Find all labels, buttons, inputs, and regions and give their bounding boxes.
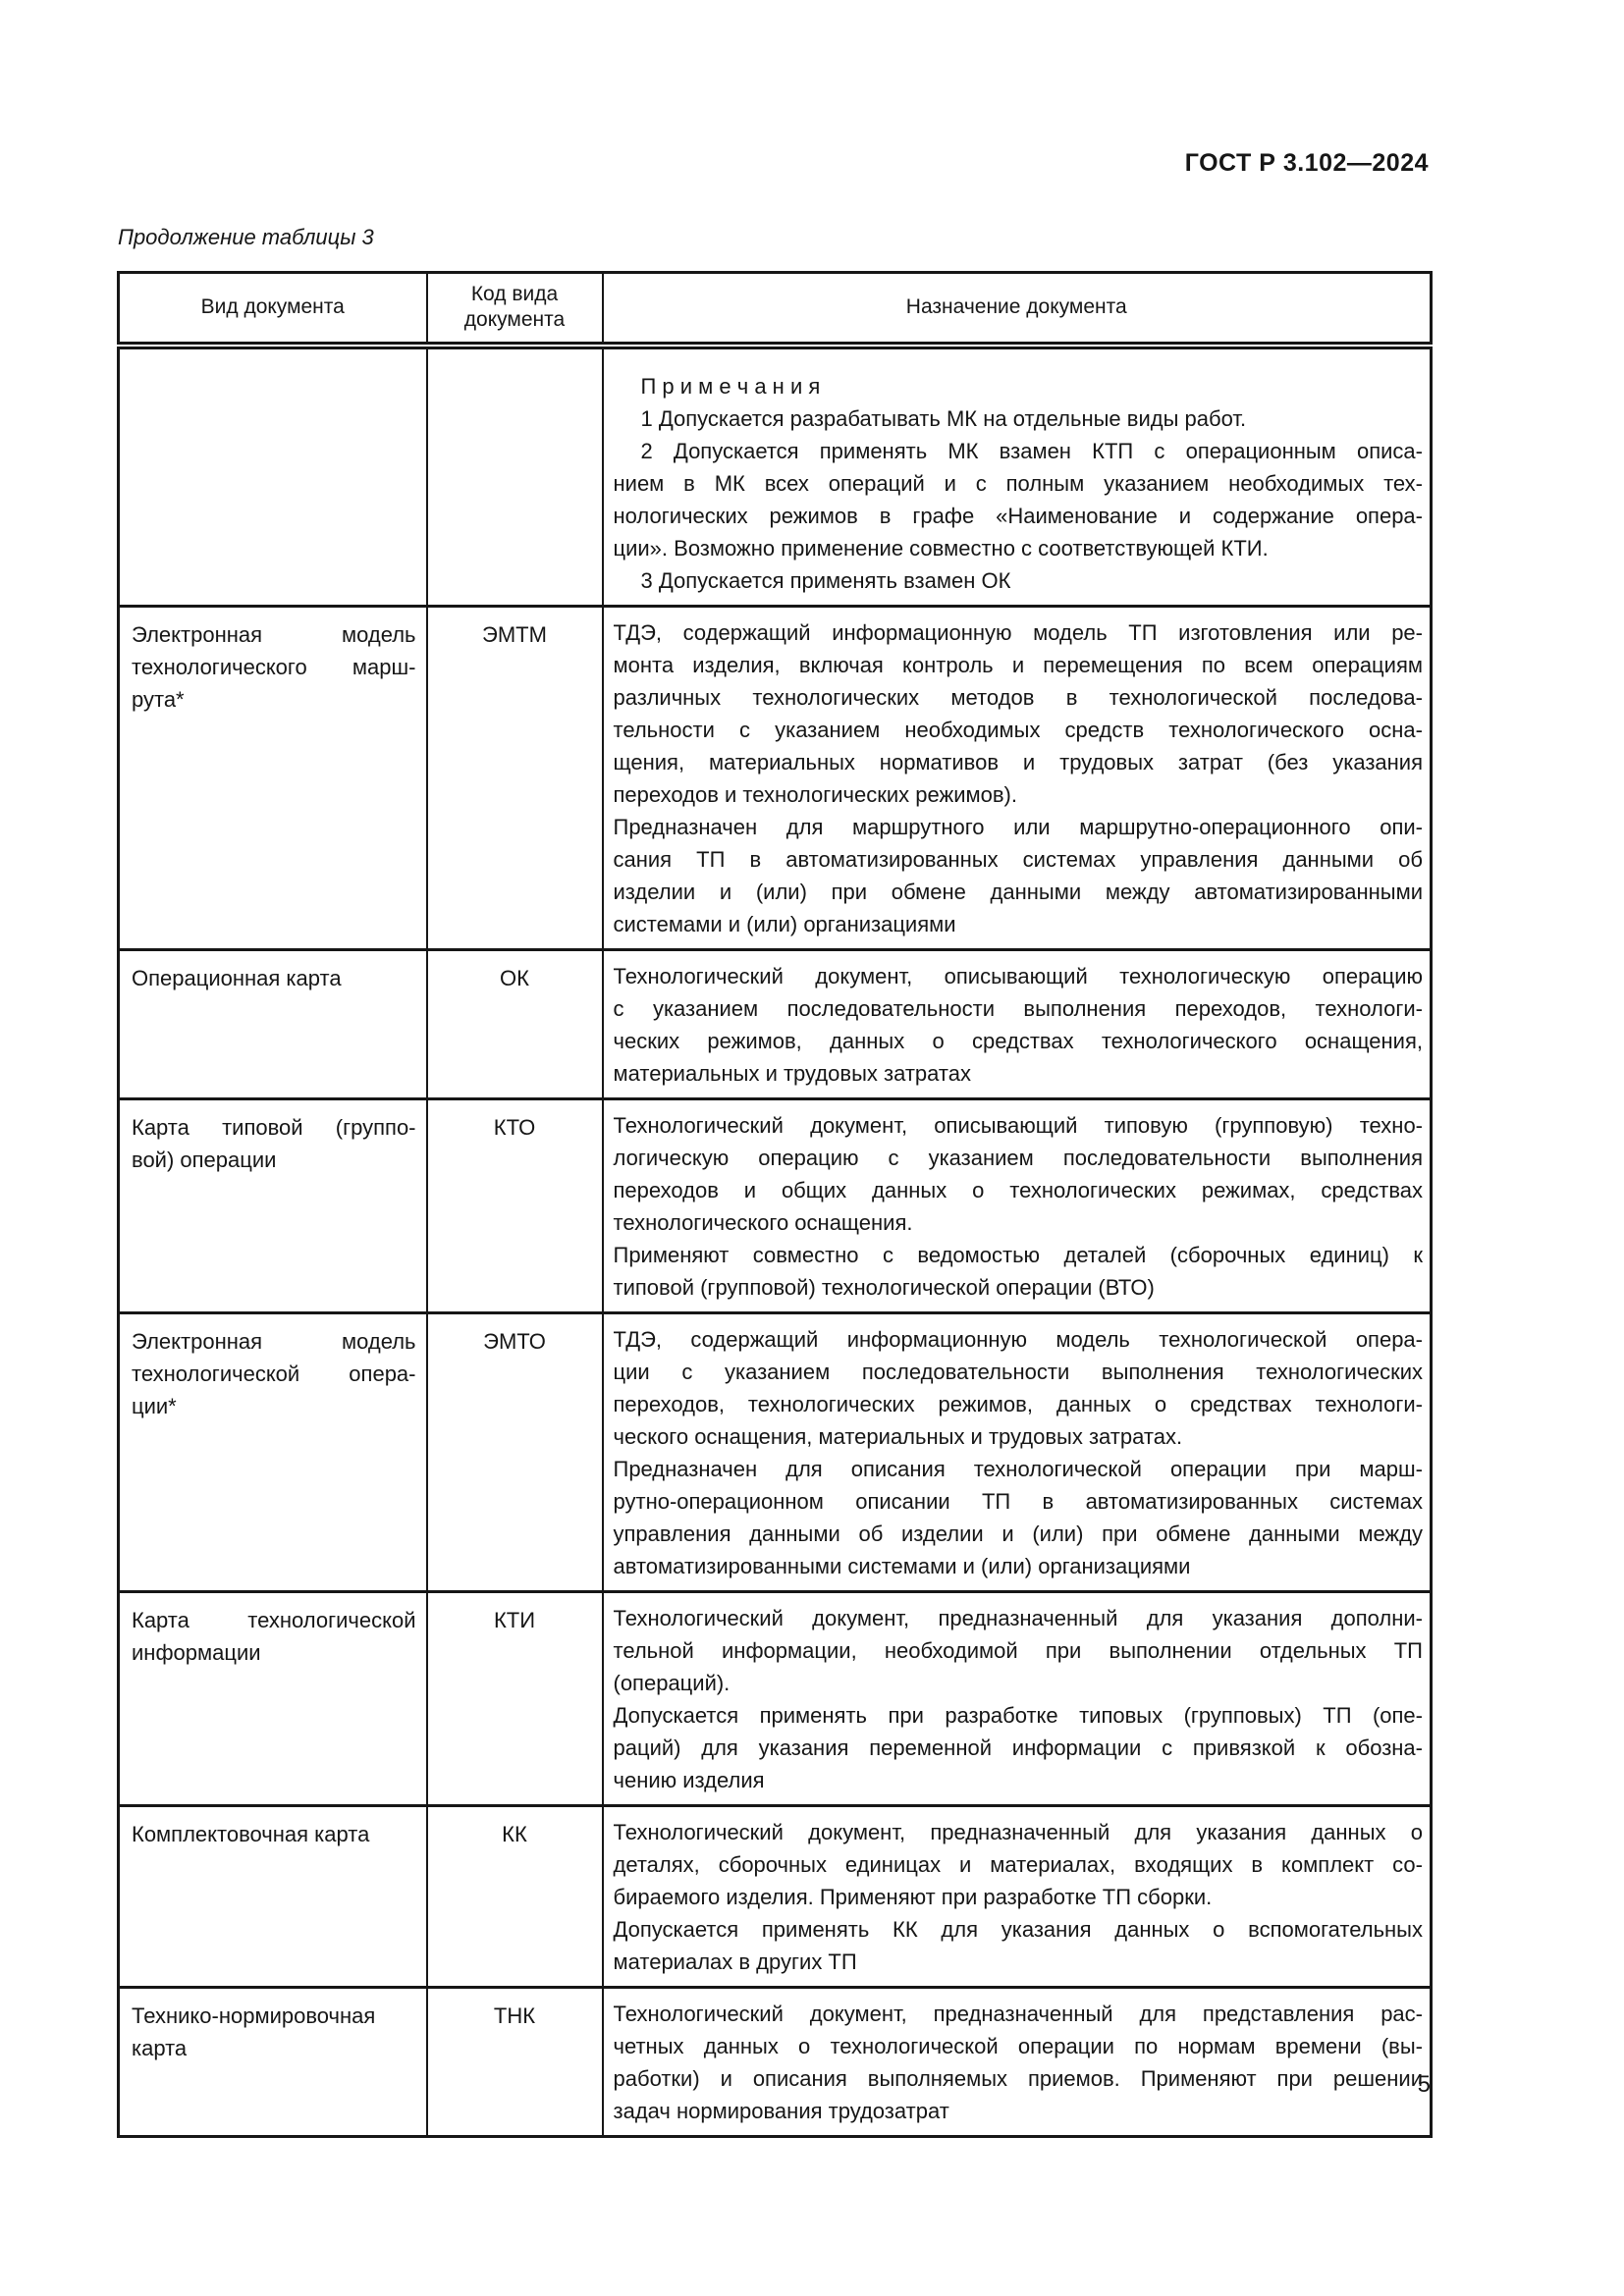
documents-table (117, 271, 1433, 2138)
doc-kind-cell (119, 346, 427, 607)
purpose-paragraph (614, 811, 1424, 940)
doc-code-cell: ЭМТО (427, 1312, 603, 1591)
text-line: нием в МК всех операций и с полным указанием необходимых тех- (613, 470, 1423, 496)
col-header-doc-code: Код вида документа (427, 273, 603, 346)
text-line: щения, материальных нормативов и трудовых затрат (без указания (613, 749, 1423, 774)
purpose-paragraph (614, 1109, 1424, 1239)
purpose-paragraph (614, 616, 1424, 811)
text-line: Технологический документ, предназначенный для указания дополни- (613, 1605, 1423, 1630)
text-line: типовой (групповой) технологической операции (ВТО) (613, 1274, 1155, 1300)
purpose-paragraph (614, 564, 1424, 597)
text-line: 3 Допускается применять взамен ОК (640, 567, 1011, 593)
table-row (119, 1591, 1432, 1805)
text-line: ции* (132, 1393, 177, 1418)
table-row (119, 1312, 1432, 1591)
text-line: 1 Допускается разрабатывать МК на отдельные виды работ. (640, 405, 1247, 431)
purpose-paragraph (614, 1699, 1424, 1796)
text-line: управления данными об изделии и (или) при обмене данными между (613, 1521, 1423, 1546)
table-header-row (119, 273, 1432, 346)
doc-kind-cell (119, 1312, 427, 1591)
text-line: Допускается применять КК для указания данных о вспомогательных (613, 1916, 1423, 1942)
text-line: рута* (132, 686, 185, 712)
text-line: технологического марш- (132, 654, 416, 679)
text-line: Комплектовочная карта (132, 1821, 370, 1846)
text-line: логическую операцию с указанием последовательности выполнения (613, 1145, 1423, 1170)
text-line: Электронная модель (132, 621, 416, 647)
text-line: раций) для указания переменной информации с привязкой к обозна- (613, 1735, 1423, 1760)
text-line: системами и (или) организациями (613, 911, 956, 936)
text-line: четных данных о технологической операции по нормам времени (вы- (613, 2033, 1423, 2058)
doc-purpose-cell (603, 346, 1432, 607)
text-line: Технологический документ, предназначенный для указания данных о (613, 1819, 1423, 1844)
doc-code-cell: КТИ (427, 1591, 603, 1805)
purpose-paragraph (614, 1453, 1424, 1582)
text-line: материалах в других ТП (613, 1949, 857, 1974)
doc-kind-cell (119, 949, 427, 1098)
text-line: чению изделия (613, 1767, 765, 1792)
text-line: различных технологических методов в технологической последова- (613, 684, 1423, 710)
doc-kind-cell (119, 1591, 427, 1805)
text-line: деталях, сборочных единицах и материалах, входящих в комплект со- (613, 1851, 1423, 1877)
doc-kind-cell (119, 1098, 427, 1312)
col-header-doc-purpose: Назначение документа (603, 273, 1432, 346)
doc-purpose-cell (603, 1312, 1432, 1591)
purpose-paragraph (614, 402, 1424, 435)
text-line: Технологический документ, предназначенный для представления рас- (613, 2001, 1423, 2026)
text-line: переходов, технологических режимов, данных о средствах технологи- (613, 1391, 1423, 1416)
table-row (119, 606, 1432, 949)
doc-code-cell: ЭМТМ (427, 606, 603, 949)
purpose-paragraph (614, 1913, 1424, 1978)
text-line: Предназначен для описания технологической операции при марш- (613, 1456, 1423, 1481)
text-line: ческого оснащения, материальных и трудовых затратах. (613, 1423, 1183, 1449)
text-line: тельной информации, необходимой при выполнении отдельных ТП (613, 1637, 1423, 1663)
text-line: бираемого изделия. Применяют при разработке ТП сборки. (613, 1884, 1213, 1909)
purpose-paragraph (614, 1998, 1424, 2127)
doc-kind-cell (119, 1805, 427, 1987)
purpose-paragraph (614, 370, 1424, 402)
doc-kind-cell (119, 606, 427, 949)
doc-purpose-cell (603, 1987, 1432, 2136)
text-line: задач нормирования трудозатрат (613, 2098, 949, 2123)
text-line: изделии и (или) при обмене данными между автоматизированными (613, 879, 1423, 904)
table-row (119, 1987, 1432, 2136)
purpose-paragraph (614, 1816, 1424, 1913)
doc-code-cell (427, 346, 603, 607)
text-line: Технико-нормировочная (132, 2002, 376, 2028)
text-line: переходов и общих данных о технологических режимах, средствах (613, 1177, 1423, 1202)
doc-purpose-cell (603, 1098, 1432, 1312)
table-caption: Продолжение таблицы 3 (118, 225, 374, 249)
text-line: Технологический документ, описывающий технологическую операцию (613, 963, 1423, 988)
page-number: 5 (1417, 2071, 1431, 2098)
text-line: карта (132, 2035, 188, 2060)
table-body (119, 346, 1432, 2137)
text-line: сания ТП в автоматизированных системах управления данными об (613, 846, 1423, 872)
purpose-paragraph (614, 435, 1424, 564)
text-line: Технологический документ, описывающий типовую (групповую) техно- (613, 1112, 1423, 1138)
text-line: нологических режимов в графе «Наименование и содержание опера- (613, 503, 1423, 528)
document-code: ГОСТ Р 3.102—2024 (1184, 149, 1429, 177)
text-line: Карта технологической (132, 1607, 416, 1632)
doc-code-cell: КК (427, 1805, 603, 1987)
col-header-doc-kind: Вид документа (119, 273, 427, 346)
text-line: вой) операции (132, 1147, 277, 1172)
text-line: переходов и технологических режимов). (613, 781, 1017, 807)
text-line: с указанием последовательности выполнения переходов, технологи- (613, 995, 1423, 1021)
text-line: 2 Допускается применять МК взамен КТП с операционным описа- (640, 438, 1423, 463)
text-line: ции». Возможно применение совместно с соответствующей КТИ. (613, 535, 1269, 561)
purpose-paragraph (614, 1602, 1424, 1699)
text-line: ТДЭ, содержащий информационную модель ТП изготовления или ре- (613, 619, 1423, 645)
table-row (119, 949, 1432, 1098)
text-line: работки) и описания выполняемых приемов. Применяют при решении (613, 2065, 1423, 2091)
text-line: рутно-операционном описании ТП в автоматизированных системах (613, 1488, 1423, 1514)
text-line: Электронная модель (132, 1328, 416, 1354)
text-line: монта изделия, включая контроль и перемещения по всем операциям (613, 652, 1423, 677)
text-line: П р и м е ч а н и я (640, 373, 821, 399)
table-row (119, 346, 1432, 607)
text-line: Предназначен для маршрутного или маршрутно-операционного опи- (613, 814, 1423, 839)
doc-kind-cell (119, 1987, 427, 2136)
text-line: технологической опера- (132, 1361, 416, 1386)
doc-purpose-cell (603, 606, 1432, 949)
text-line: ческих режимов, данных о средствах технологического оснащения, (613, 1028, 1423, 1053)
doc-purpose-cell (603, 1805, 1432, 1987)
doc-purpose-cell (603, 1591, 1432, 1805)
purpose-paragraph (614, 1323, 1424, 1453)
text-line: Допускается применять при разработке типовых (групповых) ТП (опе- (613, 1702, 1423, 1728)
purpose-paragraph (614, 1239, 1424, 1304)
doc-code-cell: ТНК (427, 1987, 603, 2136)
text-line: ции с указанием последовательности выполнения технологических (613, 1359, 1423, 1384)
text-line: тельности с указанием необходимых средств технологического осна- (613, 717, 1423, 742)
doc-code-cell: ОК (427, 949, 603, 1098)
text-line: Применяют совместно с ведомостью деталей (сборочных единиц) к (613, 1242, 1423, 1267)
text-line: (операций). (613, 1670, 731, 1695)
text-line: Карта типовой (группо- (132, 1114, 416, 1140)
table-row (119, 1805, 1432, 1987)
text-line: автоматизированными системами и (или) организациями (613, 1553, 1191, 1578)
text-line: ТДЭ, содержащий информационную модель технологической опера- (613, 1326, 1423, 1352)
text-line: Операционная карта (132, 965, 342, 990)
table-row (119, 1098, 1432, 1312)
text-line: технологического оснащения. (613, 1209, 913, 1235)
purpose-paragraph (614, 960, 1424, 1090)
text-line: материальных и трудовых затратах (613, 1060, 971, 1086)
text-line: информации (132, 1639, 261, 1665)
doc-purpose-cell (603, 949, 1432, 1098)
doc-code-cell: КТО (427, 1098, 603, 1312)
